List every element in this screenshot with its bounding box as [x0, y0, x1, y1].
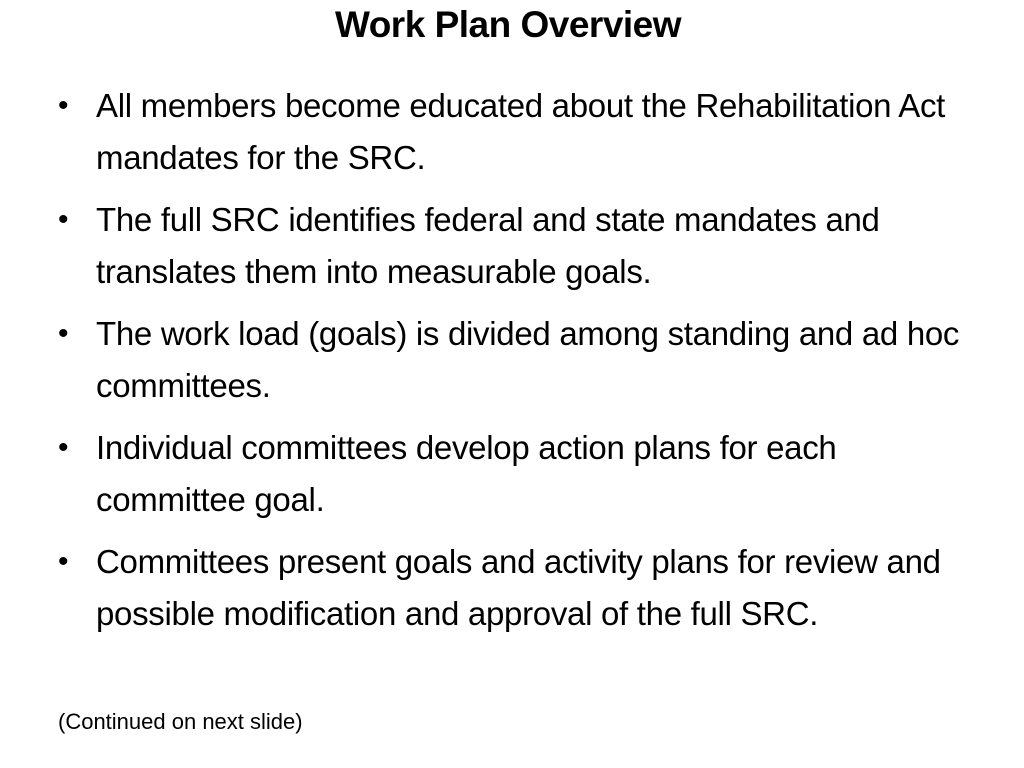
bullet-text: The full SRC identifies federal and state mandates and translates them into measurable goals.	[96, 201, 880, 290]
bullet-text: Individual committees develop action plans for each committee goal.	[96, 429, 837, 518]
bullet-list	[58, 80, 968, 650]
bullet-text: The work load (goals) is divided among standing and ad hoc committees.	[96, 315, 960, 404]
bullet-icon: •	[58, 89, 69, 122]
bullet-item	[58, 194, 968, 298]
bullet-item	[58, 308, 968, 412]
bullet-text: All members become educated about the Rehabilitation Act mandates for the SRC.	[96, 87, 946, 176]
bullet-item	[58, 422, 968, 526]
bullet-text: Committees present goals and activity plans for review and possible modification and approval of the full SRC.	[96, 543, 941, 632]
footnote: (Continued on next slide)	[58, 709, 303, 734]
bullet-icon: •	[58, 545, 69, 578]
slide-title: Work Plan Overview	[334, 4, 682, 45]
bullet-item	[58, 536, 968, 640]
bullet-icon: •	[58, 317, 69, 350]
bullet-icon: •	[58, 203, 69, 236]
bullet-item	[58, 80, 968, 184]
bullet-icon: •	[58, 431, 69, 464]
